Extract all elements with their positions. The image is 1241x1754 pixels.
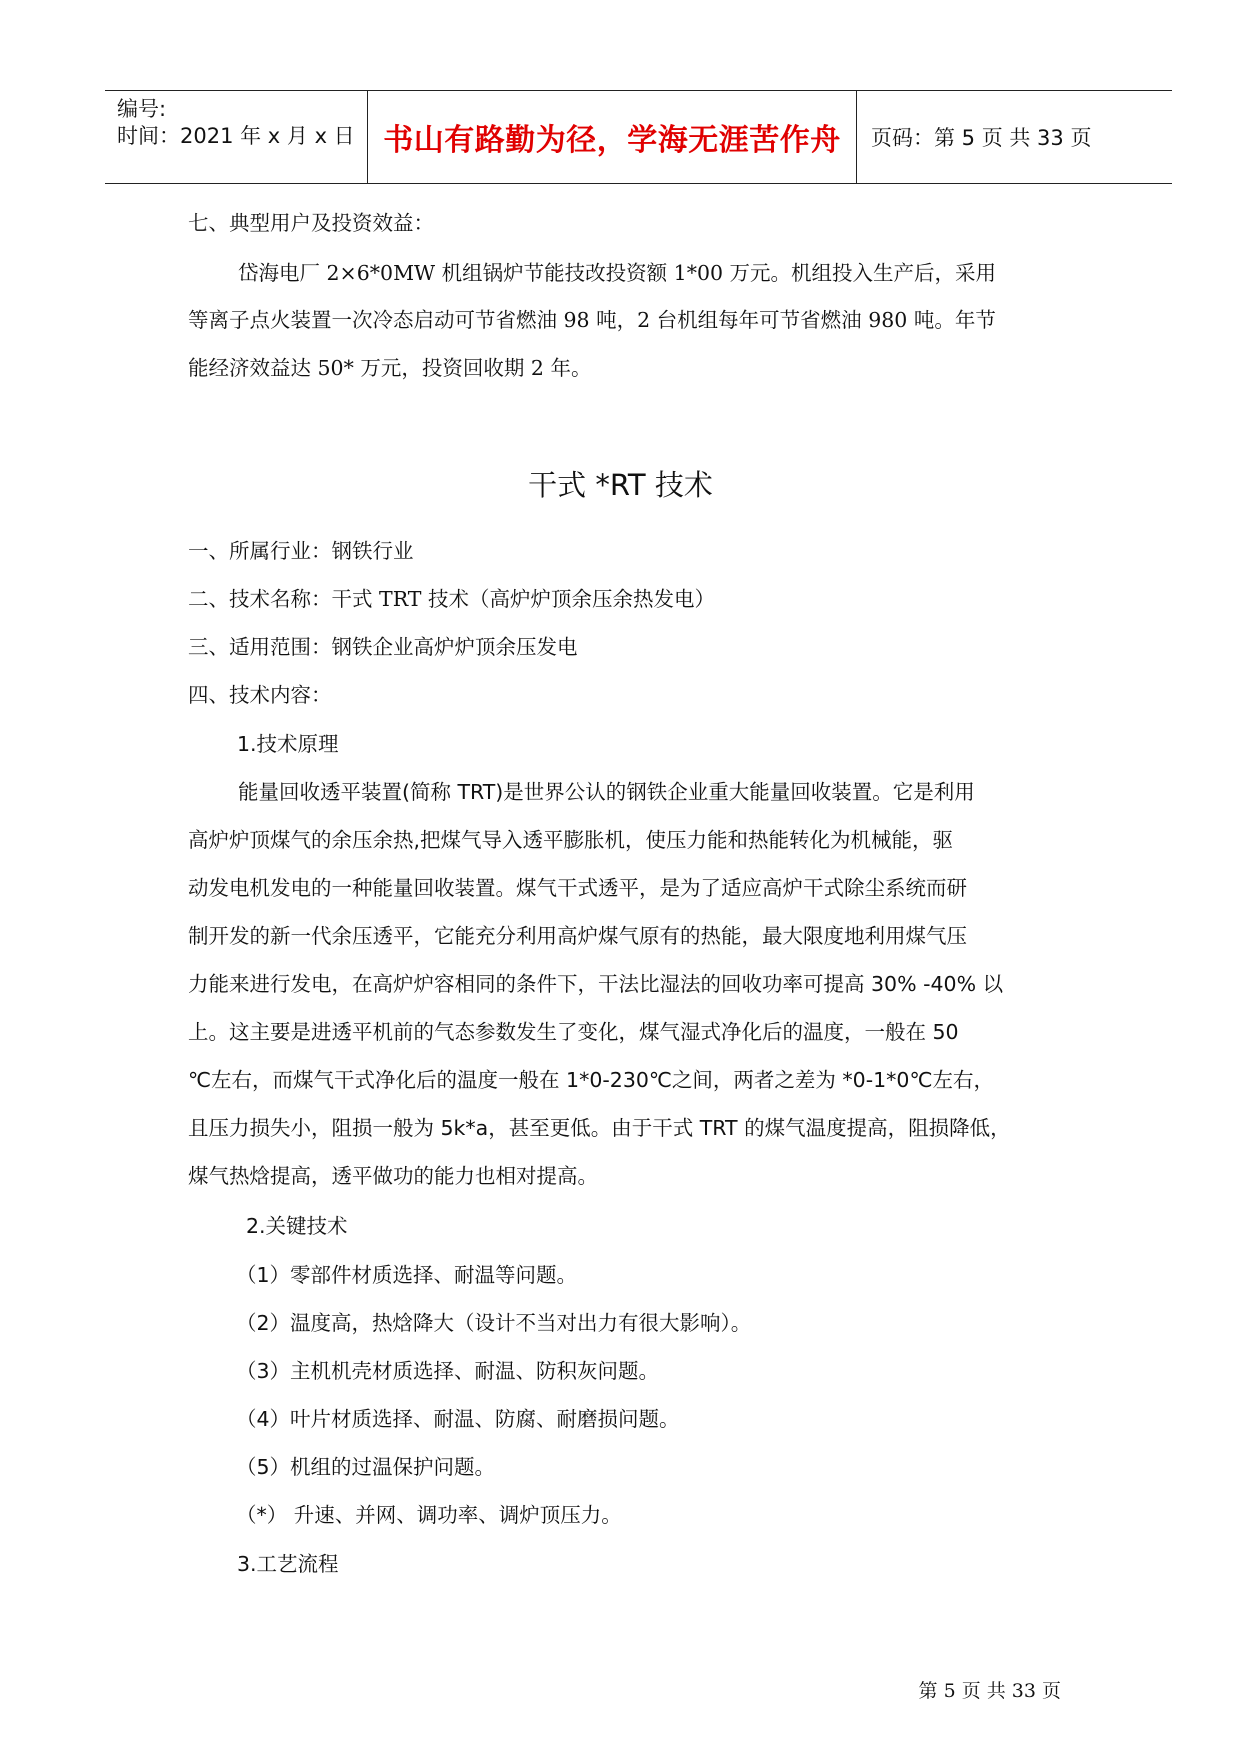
principle-line: ℃左右，而煤气干式净化后的温度一般在 1*0-230℃之间，两者之差为 *0-1*0℃左右， (188, 1068, 994, 1092)
item-line: 四、技术内容： (188, 683, 332, 707)
principle-line: 动发电机发电的一种能量回收装置。煤气干式透平，是为了适应高炉干式除尘系统而研 (188, 876, 967, 900)
principle-line: 制开发的新一代余压透平，它能充分利用高炉煤气原有的热能，最大限度地利用煤气压 (188, 924, 967, 948)
page-footer: 第 5 页 共 33 页 (918, 1680, 1061, 1702)
time-label: 时间：2021 年 x 月 x 日 (117, 124, 355, 148)
serial-label: 编号: (117, 97, 167, 121)
page-code: 页码：第 5 页 共 33 页 (871, 126, 1092, 150)
item-line: 三、适用范围：钢铁企业高炉炉顶余压发电 (188, 635, 578, 659)
principle-line: 且压力损失小，阻损一般为 5k*a，甚至更低。由于干式 TRT 的煤气温度提高，阻损降低， (188, 1116, 1011, 1140)
section-title: 干式 *RT 技术 (528, 468, 713, 502)
key-tech-item: （*） 升速、并网、调功率、调炉顶压力。 (236, 1503, 622, 1527)
key-tech-item: （1）零部件材质选择、耐温等问题。 (236, 1263, 578, 1287)
motto-text: 书山有路勤为径，学海无涯苦作舟 (383, 123, 841, 158)
principle-heading: 1.技术原理 (237, 732, 339, 756)
principle-line: 高炉炉顶煤气的余压余热,把煤气导入透平膨胀机，使压力能和热能转化为机械能，驱 (188, 828, 954, 852)
principle-line: 上。这主要是进透平机前的气态参数发生了变化，煤气湿式净化后的温度，一般在 50 (188, 1020, 959, 1044)
process-heading: 3.工艺流程 (237, 1552, 339, 1576)
key-tech-item: （5）机组的过温保护问题。 (236, 1455, 496, 1479)
key-tech-item: （2）温度高，热焓降大（设计不当对出力有很大影响）。 (236, 1311, 752, 1335)
header-info-cell (105, 91, 368, 183)
intro-heading: 七、典型用户及投资效益： (188, 211, 434, 235)
page-header (105, 90, 1172, 184)
intro-line: 等离子点火装置一次冷态启动可节省燃油 98 吨，2 台机组每年可节省燃油 980 吨。年节 (188, 308, 996, 332)
key-tech-item: （3）主机机壳材质选择、耐温、防积灰问题。 (236, 1359, 660, 1383)
intro-line: 能经济效益达 50* 万元，投资回收期 2 年。 (188, 356, 592, 380)
header-motto-cell (368, 91, 857, 183)
header-page-cell (857, 91, 1172, 183)
item-line: 二、技术名称：干式 TRT 技术（高炉炉顶余压余热发电） (188, 587, 715, 611)
key-tech-heading: 2.关键技术 (246, 1214, 348, 1238)
intro-line: 岱海电厂 2×6*0MW 机组锅炉节能技改投资额 1*00 万元。机组投入生产后，采用 (238, 261, 997, 285)
item-line: 一、所属行业：钢铁行业 (188, 539, 414, 563)
key-tech-item: （4）叶片材质选择、耐温、防腐、耐磨损问题。 (236, 1407, 680, 1431)
principle-line: 力能来进行发电，在高炉炉容相同的条件下，干法比湿法的回收功率可提高 30% -40% 以 (188, 972, 1004, 996)
principle-line: 煤气热焓提高，透平做功的能力也相对提高。 (188, 1164, 598, 1188)
principle-line: 能量回收透平装置(简称 TRT)是世界公认的钢铁企业重大能量回收装置。它是利用 (238, 780, 975, 804)
